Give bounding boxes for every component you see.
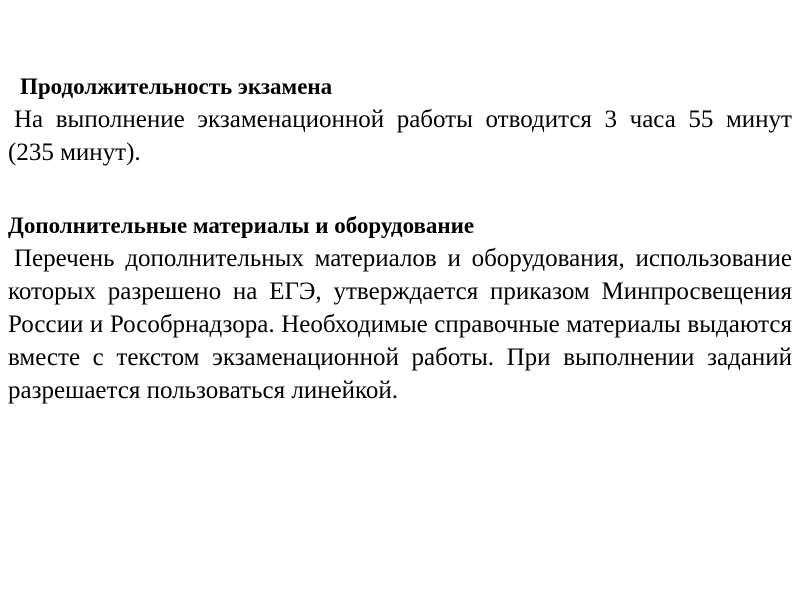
section-spacer (8, 169, 792, 210)
section-text-materials: Перечень дополнительных материалов и оборудования, использование которых разрешено на ЕГЭ, утверждается приказом Минпросвещения России и Рособрнадзора. Необходимые справочные материалы выдаются вместе с текстом экзаменационной работы. При выполнении заданий разрешается пользоваться линейкой. (8, 245, 792, 404)
section-heading-materials: Дополнительные материалы и оборудование (8, 213, 475, 238)
section-heading-duration: Продолжительность экзамена (20, 74, 333, 99)
slide-content (8, 71, 792, 407)
section-text-duration: На выполнение экзаменационной работы отводится 3 часа 55 минут (235 минут). (8, 106, 792, 166)
